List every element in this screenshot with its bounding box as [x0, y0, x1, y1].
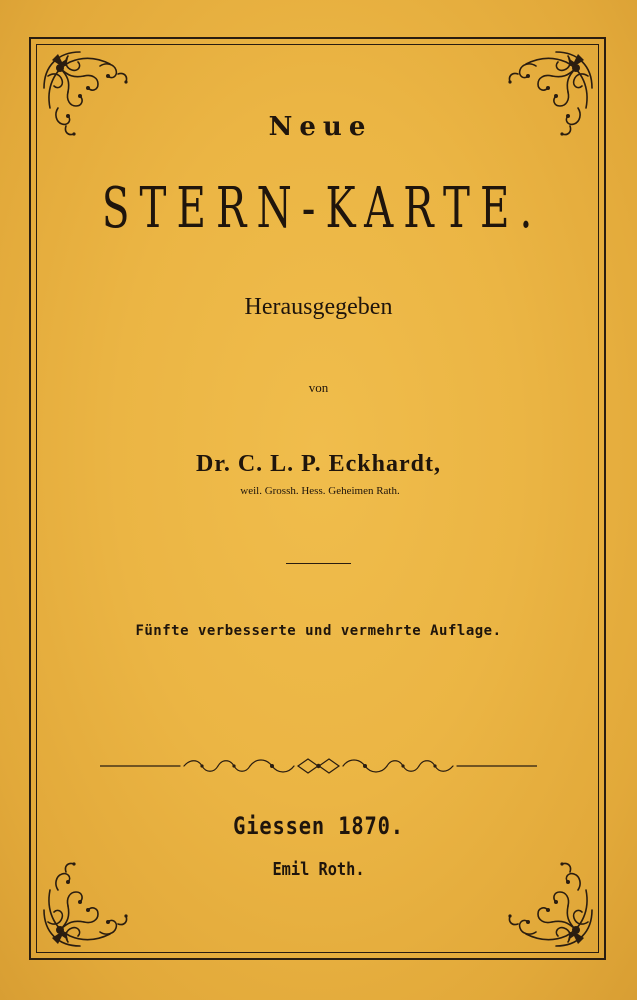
short-divider-rule	[286, 563, 351, 564]
author-name: Dr. C. L. P. Eckhardt,	[196, 451, 441, 477]
place-and-year: Giessen 1870.	[233, 812, 404, 840]
scroll-divider-ornament	[100, 755, 537, 777]
main-title: STERN-KARTE.	[101, 176, 543, 241]
pre-title: Neue	[268, 112, 373, 142]
edition-statement: Fünfte verbesserte und vermehrte Auflage.	[135, 623, 502, 639]
author-subtitle: weil. Grossh. Hess. Geheimen Rath.	[240, 485, 400, 497]
editor-phrase: Herausgegeben	[244, 294, 393, 320]
by-word: von	[308, 380, 329, 395]
publisher-name: Emil Roth.	[272, 859, 365, 880]
